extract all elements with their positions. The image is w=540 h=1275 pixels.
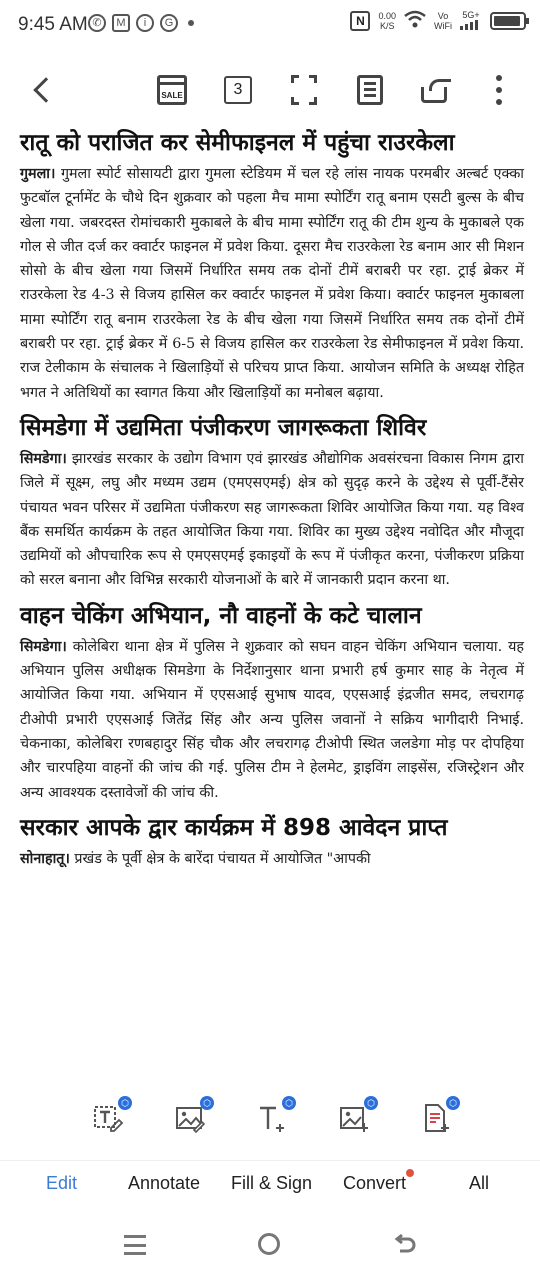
status-bar: [0, 0, 540, 52]
tab-convert[interactable]: [343, 1173, 406, 1194]
tab-all[interactable]: All: [469, 1173, 490, 1193]
fullscreen-icon: [291, 75, 317, 105]
signal-icon: [460, 20, 482, 30]
whatsapp-icon: ✆: [88, 14, 106, 32]
premium-badge-icon: ⬡: [118, 1096, 132, 1110]
system-back-button[interactable]: [394, 1233, 416, 1255]
document-page[interactable]: [0, 124, 540, 1084]
article-3: [20, 597, 524, 805]
article-dateline: सोनाहातू।: [20, 850, 70, 867]
gmail-icon: M: [112, 14, 130, 32]
status-time: 9:45 AM: [18, 14, 88, 35]
fullscreen-button[interactable]: [286, 72, 322, 108]
back-arrow-icon: [394, 1233, 416, 1255]
article-body: [20, 162, 524, 405]
volte-indicator: [434, 11, 452, 31]
notification-icons: [88, 14, 194, 32]
recent-apps-button[interactable]: [124, 1235, 146, 1255]
more-notifications-icon: [188, 20, 194, 26]
volte-label: Vo: [437, 11, 449, 21]
system-icons: [350, 10, 526, 32]
premium-badge-icon: ⬡: [200, 1096, 214, 1110]
network-indicator: [460, 10, 482, 32]
edit-tools-row: [0, 1090, 540, 1146]
back-button[interactable]: [24, 72, 60, 108]
more-options-button[interactable]: [484, 72, 514, 108]
article-text: झारखंड सरकार के उद्योग विभाग एवं झारखंड औद्योगिक अवसंरचना विकास निगम द्वारा जिले में सूक्ष्म, लघु और मध्यम उद्यम (एमएसएमई) क्षेत्र को सुदृढ़ करने के उद्देश्य से पूर्वी-टैंसेर पंचायत भवन परिसर में उद्यमिता पंजीकरण सह जागरूकता शिविर आयोजित किया गया. यह विश्व बैंक समर्थित कार्यक्रम के तहत आयोजित किया गया. शिविर का मुख्य उद्देश्य नवोदित और मौजूदा उद्यमियों को औपचारिक रूप से एमएसएमई इकाइयों के रूप में पंजीकृत करना, पंजीकरण प्रक्रिया को सरल बनाना और विभिन्न सरकारी योजनाओं के बारे में जानकारी प्रदान करना था.: [20, 450, 524, 589]
sale-label: SALE: [161, 91, 183, 100]
article-headline: सरकार आपके द्वार कार्यक्रम में 898 आवेदन प्राप्त: [20, 814, 448, 841]
article-body: [20, 447, 524, 593]
article-dateline: गुमला।: [20, 166, 56, 182]
article-text: कोलेबिरा थाना क्षेत्र में पुलिस ने शुक्रवार को सघन वाहन चेकिंग अभियान चलाया. यह अभियान पुलिस अधीक्षक सिमडेगा के निर्देशानुसार थाना प्रभारी हर्ष कुमार साह के नेतृत्व में आयोजित किया गया. अभियान में एएसआई सुभाष यादव, एएसआई इंद्रजीत समद, लचरागढ़ टीओपी प्रभारी एएसआई जितेंद्र सिंह और अन्य पुलिस जवानों ने सक्रिय भागीदारी निभाई. चेकनाका, कोलेबिरा रणबहादुर सिंह चौक और लचरागढ़ टीओपी स्थित जलडेगा मोड़ पर दोपहिया और चारपहिया वाहनों की जांच की गई. पुलिस टीम ने हेलमेट, ड्राइविंग लाइसेंस, रजिस्ट्रेशन और अन्य आवश्यक दस्तावेजों की जांच की.: [20, 638, 524, 801]
article-1: [20, 124, 524, 405]
home-button[interactable]: [258, 1233, 280, 1255]
premium-badge-icon: ⬡: [446, 1096, 460, 1110]
tab-edit[interactable]: Edit: [46, 1173, 78, 1193]
share-button[interactable]: [418, 72, 454, 108]
wifi-icon: [404, 10, 426, 32]
notification-dot-icon: [406, 1169, 414, 1177]
edit-image-tool[interactable]: [174, 1098, 211, 1138]
premium-badge-icon: ⬡: [364, 1096, 378, 1110]
tab-fill-sign[interactable]: Fill & Sign: [231, 1173, 313, 1193]
add-text-tool[interactable]: [256, 1098, 293, 1138]
premium-badge-icon: ⬡: [282, 1096, 296, 1110]
back-chevron-icon: [33, 77, 58, 102]
article-text: प्रखंड के पूर्वी क्षेत्र के बारेंदा पंचायत में आयोजित "आपकी: [69, 850, 371, 867]
article-4: [20, 809, 524, 871]
article-text: गुमला स्पोर्ट सोसायटी द्वारा गुमला स्टेडियम में चल रहे लांस नायक परमबीर अल्बर्ट एक्का फुटबॉल टूर्नामेंट के चौथे दिन शुक्रवार को पहला मैच मामा स्पोर्टिंग रातू बनाम एसटी बुल्स के बीच खेला गया. जबरदस्त रोमांचकारी मुकाबले के बीच मामा स्पोर्टिंग रातू की टीम शुन्य के मुकाबले एक गोल से जीत दर्ज कर क्वार्टर फाइनल में प्रवेश किया. दूसरा मैच राउरकेला रेड बनाम आर सी मिशन सोसो के बीच खेला गया जिसमें निर्धारित समय तक दोनों टीमें बराबरी पर रहा. ट्राई ब्रेकर में राउरकेला रेड 4-3 से विजय हासिल कर क्वार्टर फाइनल में प्रवेश किया। क्वार्टर फाइनल मुकाबला मामा स्पोर्टिंग रातू बनाम राउरकेला रेड के बीच खेला गया जिसमें निर्धारित समय तक दोनों टीमें बराबरी पर रहा. ट्राई ब्रेकर में 6-5 से विजय हासिल कर राउरकेला रेड सेमीफाइनल में प्रवेश किया. राज टेलीकाम के संचालक ने खिलाड़ियों से परिचय प्राप्त किया. आयोजन समिति के अध्यक्ष रोहित भगत ने अतिथियों का स्वागत किया और खिलाड़ियों का मनोबल बढ़ाया.: [20, 166, 524, 401]
network-label: 5G+: [462, 10, 480, 20]
page-count-button[interactable]: [220, 72, 256, 108]
more-vertical-icon: [496, 75, 502, 105]
page-count: 3: [224, 76, 252, 104]
add-page-tool[interactable]: [420, 1098, 457, 1138]
article-headline: वाहन चेकिंग अभियान, नौ वाहनों के कटे चालान: [20, 602, 422, 629]
tab-annotate[interactable]: Annotate: [128, 1173, 201, 1193]
article-headline: सिमडेगा में उद्यमिता पंजीकरण जागरूकता शिविर: [20, 414, 427, 441]
reading-mode-button[interactable]: [352, 72, 388, 108]
wifi-calling-label: WiFi: [434, 21, 452, 31]
tab-convert-label: Convert: [343, 1173, 407, 1193]
nfc-icon: N: [350, 11, 370, 31]
article-body: [20, 847, 524, 871]
article-dateline: सिमडेगा।: [20, 450, 67, 467]
sale-tag-icon: [157, 75, 187, 105]
sale-button[interactable]: [154, 72, 190, 108]
article-headline: रातू को पराजित कर सेमीफाइनल में पहुंचा राउरकेला: [20, 130, 455, 156]
net-speed-value: 0.00: [378, 11, 396, 21]
net-speed-unit: K/S: [379, 21, 395, 31]
reading-mode-icon: [357, 75, 383, 105]
google-icon: G: [160, 14, 178, 32]
mode-tabs: [0, 1160, 540, 1208]
article-body: [20, 635, 524, 805]
share-icon: [421, 77, 451, 103]
system-nav-bar: [0, 1215, 540, 1275]
info-icon: i: [136, 14, 154, 32]
battery-icon: [490, 12, 526, 30]
net-speed: [378, 11, 396, 31]
reader-toolbar: [0, 60, 540, 122]
edit-text-tool[interactable]: [92, 1098, 129, 1138]
add-image-tool[interactable]: [338, 1098, 375, 1138]
article-2: [20, 409, 524, 593]
article-dateline: सिमडेगा।: [20, 638, 67, 655]
